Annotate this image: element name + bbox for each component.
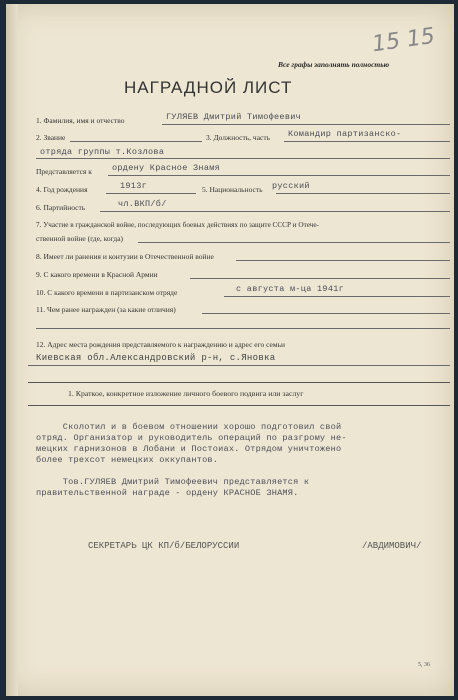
position-value: Командир партизанско- [288, 129, 402, 139]
section-heading-box [28, 382, 450, 406]
red-army-label: 9. С какого времени в Красной Армии [36, 270, 158, 279]
citation-line: правительственной награде - ордену КРАСНОЕ ЗНАМЯ. [36, 488, 299, 498]
name-label: 1. Фамилия, имя и отчество [36, 116, 125, 125]
document-title: НАГРАДНОЙ ЛИСТ [124, 78, 293, 97]
signatory-name: /АВДИМОВИЧ/ [362, 541, 422, 551]
position-label: 3. Должность, часть [206, 133, 271, 142]
party-label: 6. Партийность [36, 203, 86, 212]
address-value: Киевская обл.Александровский р-н, с.Яновка [36, 353, 276, 363]
name-underline [162, 124, 450, 125]
party-value: чл.ВКП/б/ [118, 199, 167, 209]
civil-war-label-2: ственной войне (где, когда) [36, 234, 124, 243]
citation-line: Сколотил и в боевом отношении хорошо подготовил свой [36, 422, 342, 432]
wounds-underline [236, 260, 450, 261]
red-army-underline [190, 278, 450, 279]
civil-war-label: 7. Участие в гражданской войне, последующих боевых действиях по защите СССР и Отече- [36, 221, 319, 229]
nationality-underline [276, 193, 450, 194]
page-binding-edge [6, 4, 18, 696]
award-sheet-page [6, 4, 454, 696]
rank-label: 2. Звание [36, 133, 66, 142]
position-value-2: отряда группы т.Козлова [40, 147, 165, 157]
previous-awards-underline [202, 313, 450, 314]
address-label: 12. Адрес места рождения представляемого к награждению и адрес его семьи [36, 340, 286, 349]
name-value: ГУЛЯЕВ Дмитрий Тимофеевич [166, 112, 302, 122]
presented-value: ордену Красное Знамя [112, 163, 221, 173]
nationality-value: русский [272, 181, 310, 191]
birth-year-value: 1913г [120, 181, 148, 191]
citation-line: более трехсот немецких оккупантов. [36, 455, 219, 465]
presented-label: Представляется к [36, 167, 92, 176]
section-heading: 1. Краткое, конкретное изложение личного боевого подвига или заслуг [68, 389, 304, 398]
address-underline [28, 365, 450, 366]
birth-year-underline [106, 193, 196, 194]
wounds-label: 8. Имеет ли ранения и контузии в Отечественной войне [36, 252, 214, 261]
citation-line [36, 466, 347, 477]
fill-all-fields-note: Все графы заполнять полностью [278, 60, 390, 69]
party-underline [100, 211, 450, 212]
previous-awards-underline-2 [36, 328, 450, 329]
position-underline-2 [36, 158, 450, 159]
partisan-underline [224, 296, 450, 297]
partisan-value: с августа м-ца 1941г [236, 284, 345, 294]
citation-line: мецких гарнизонов в Лобани и Постоиах. Отрядом уничтожено [36, 444, 342, 454]
citation-text [36, 422, 347, 499]
rank-underline [70, 141, 202, 142]
citation-line: отряд. Организатор и руководитель операций по разгрому не- [36, 433, 347, 443]
birth-year-label: 4. Год рождения [36, 185, 88, 194]
presented-underline [108, 175, 450, 176]
position-underline [284, 141, 450, 142]
signatory-position: СЕКРЕТАРЬ ЦК КП/б/БЕЛОРУССИИ [88, 541, 240, 551]
partisan-label: 10. С какого времени в партизанском отряде [36, 288, 178, 297]
citation-line: Тов.ГУЛЯЕВ Дмитрий Тимофеевич представляется к [36, 477, 310, 487]
corner-print-mark: 5, 36 [418, 662, 430, 668]
previous-awards-label: 11. Чем ранее награжден (за какие отличия) [36, 305, 176, 314]
pencil-archive-number: 15 15 [370, 23, 437, 58]
civil-war-underline [138, 242, 450, 243]
nationality-label: 5. Национальность [202, 185, 263, 194]
